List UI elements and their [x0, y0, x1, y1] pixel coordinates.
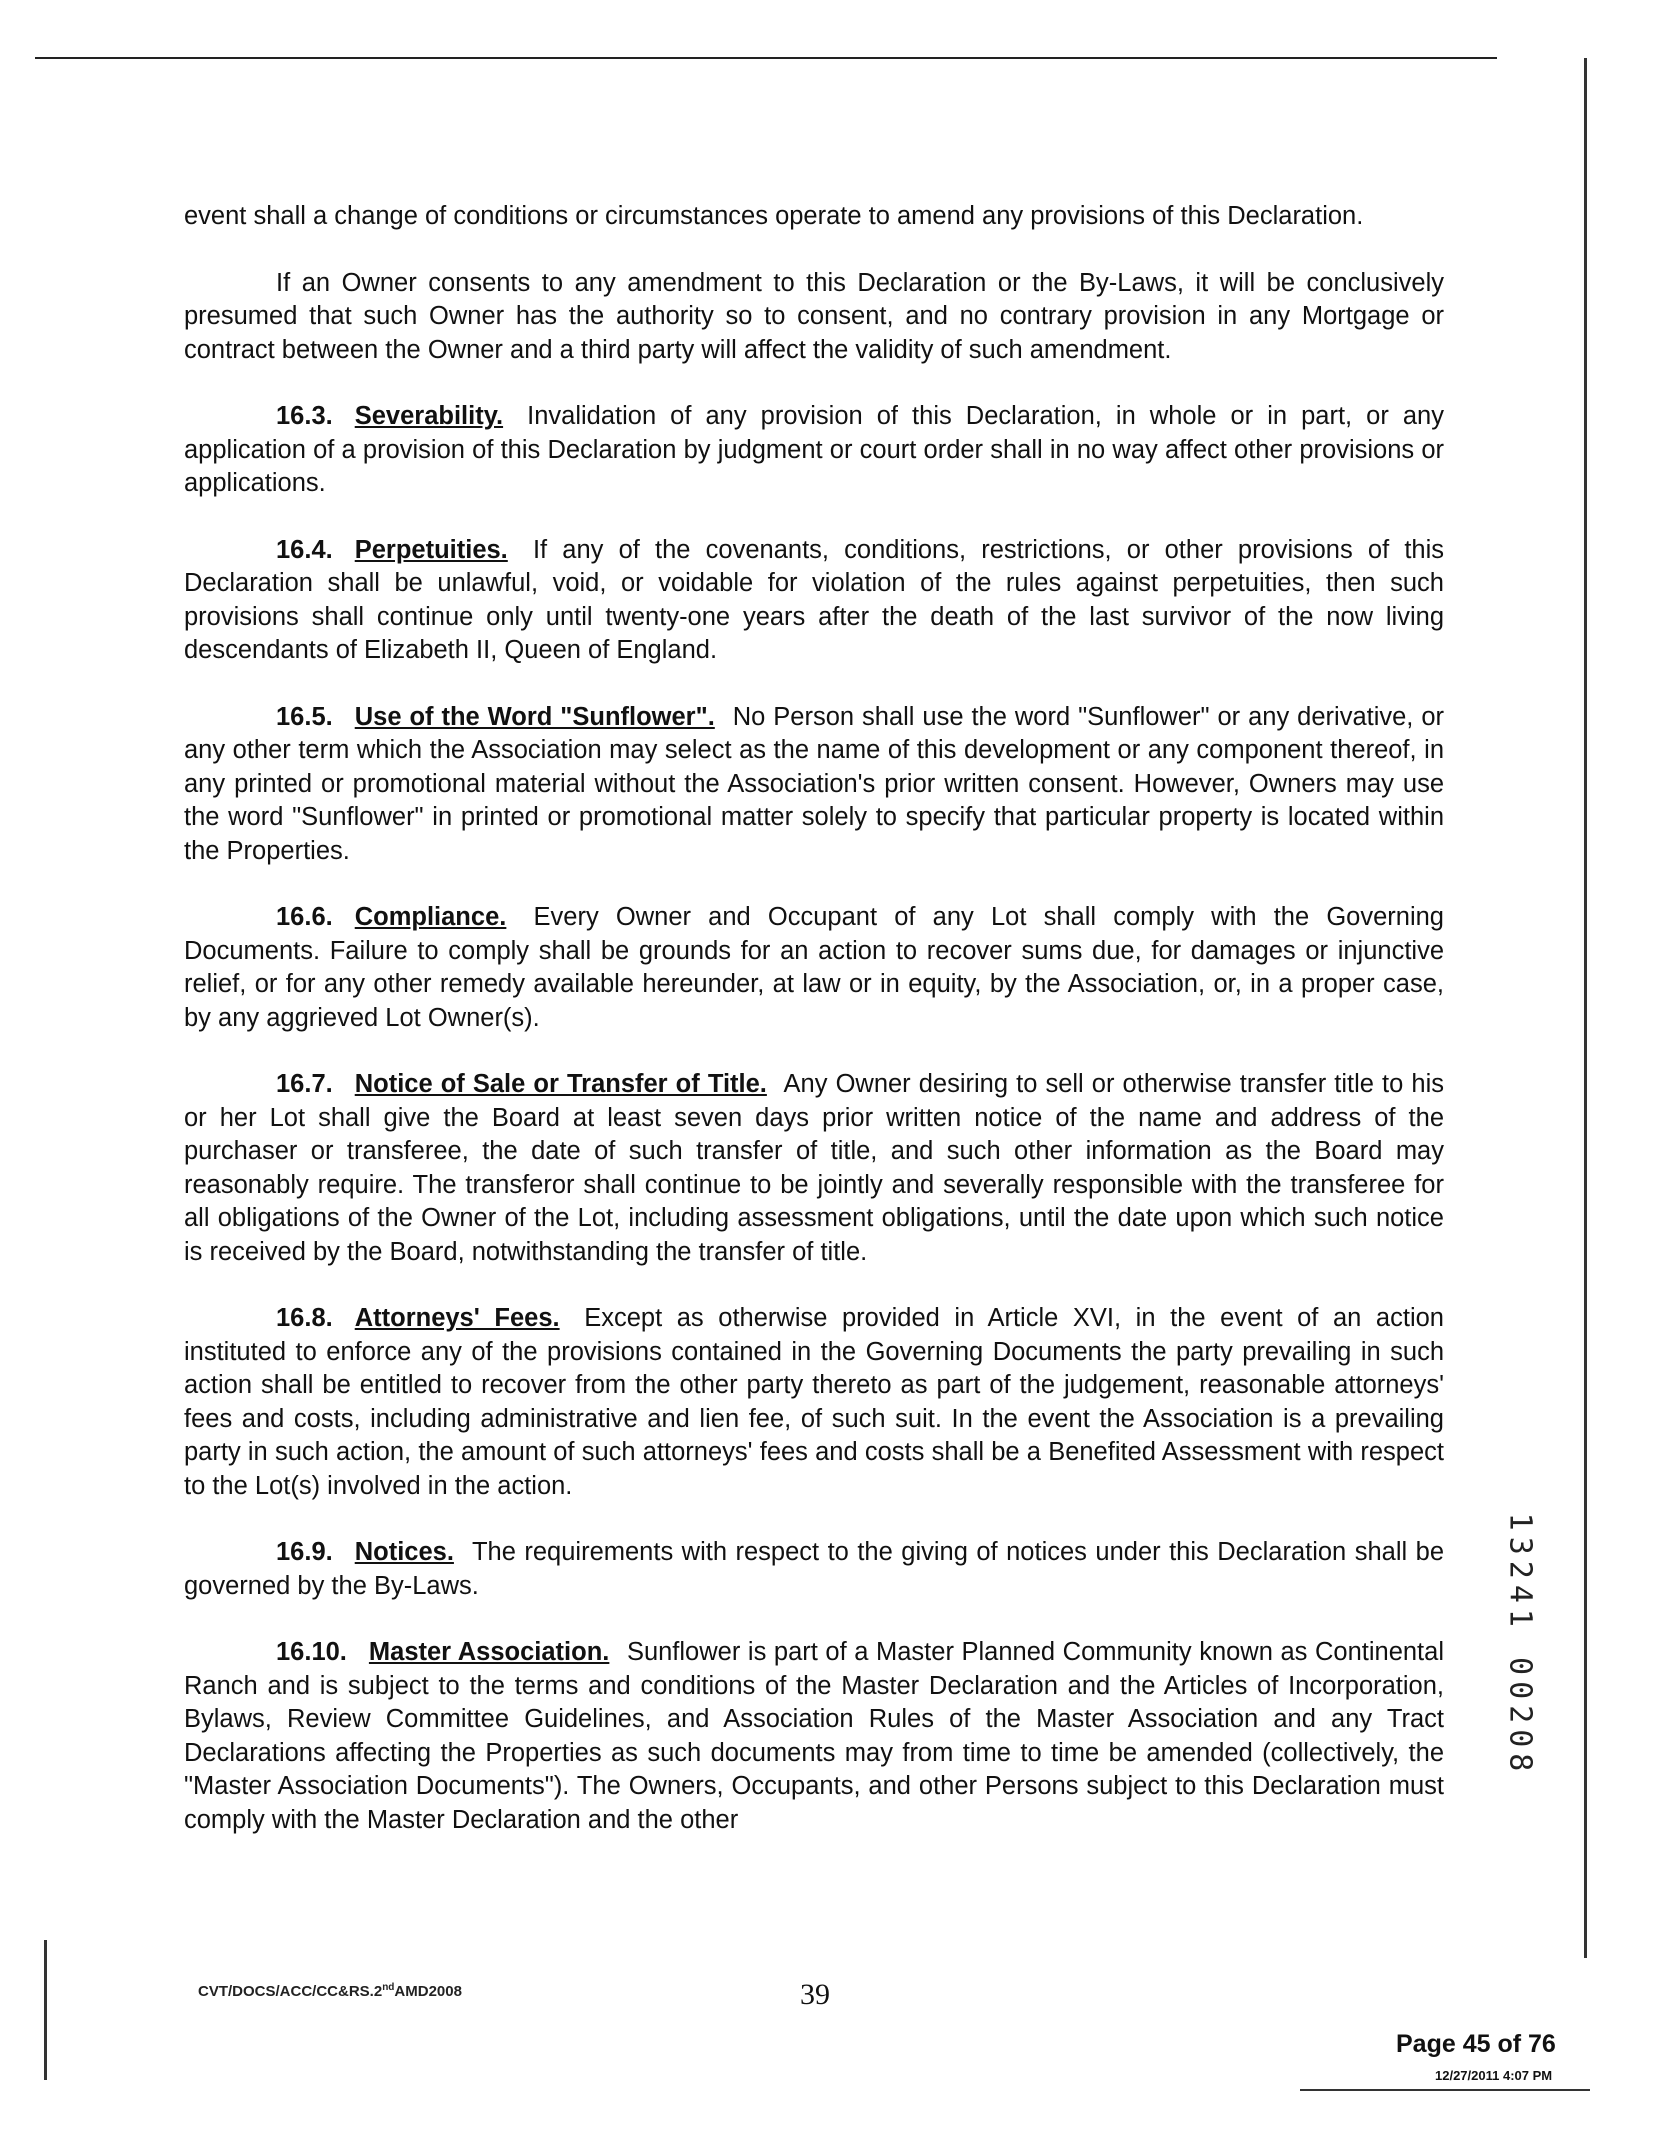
paragraph-continuation	[184, 200, 1444, 234]
section-number: 16.10.	[276, 1638, 347, 1666]
recording-number: 13241 00208	[1502, 1512, 1538, 1778]
section-number: 16.5.	[276, 702, 333, 731]
section-16-7	[184, 1068, 1444, 1269]
section-text: Sunflower is part of a Master Planned Community known as Continental Ranch and is subject to the terms and conditions of the Master Declaration and the Articles of Incorporation, Bylaws, Review Committee Guidelines, and Association Rules of the Master Association and any Tract Declarations affecting the Properties as such documents may from time to time be amended (collectively, the "Master Association Documents"). The Owners, Occupants, and other Persons subject to this Declaration must comply with the Master Declaration and the other	[184, 1638, 1444, 1834]
paragraph-text: If an Owner consents to any amendment to this Declaration or the By-Laws, it will be conclusively presumed that such Owner has the authority so to consent, and no contrary provision in any Mortgage or contract between the Owner and a third party will affect the validity of such amendment.	[184, 268, 1444, 364]
section-text: If any of the covenants, conditions, restrictions, or other provisions of this Declaration shall be unlawful, void, or voidable for violation of the rules against perpetuities, then such provisions shall continue only until twenty-one years after the death of the last survivor of the now living descendants of Elizabeth II, Queen of England.	[184, 535, 1445, 664]
section-heading: Notice of Sale or Transfer of Title.	[354, 1070, 767, 1098]
section-16-4	[184, 534, 1444, 668]
section-text: No Person shall use the word "Sunflower" or any derivative, or any other term which the Association may select as the name of this development or any component thereof, in any printed or promotional material without the Association's prior written consent. However, Owners may use the word "Sunflower" in printed or promotional matter solely to specify that particular property is located within the Properties.	[184, 702, 1445, 865]
section-16-9	[184, 1536, 1444, 1603]
section-16-6	[184, 901, 1444, 1035]
section-heading: Perpetuities.	[354, 535, 508, 564]
section-text: Any Owner desiring to sell or otherwise transfer title to his or her Lot shall give the Board at least seven days prior written notice of the name and address of the purchaser or transferee, the date of such transfer of title, and such other information as the Board may reasonably require. The transferor shall continue to be jointly and severally responsible with the transferee for all obligations of the Owner of the Lot, including assessment obligations, until the date upon which such notice is received by the Board, notwithstanding the transfer of title.	[184, 1070, 1444, 1266]
section-heading: Use of the Word "Sunflower".	[354, 702, 715, 731]
section-heading: Compliance.	[354, 903, 507, 931]
print-timestamp: 12/27/2011 4:07 PM	[1435, 2068, 1553, 2083]
recording-stamp	[1500, 1512, 1540, 1778]
page-count: Page 45 of 76	[1396, 2030, 1556, 2058]
footer-document-path	[198, 1982, 462, 2000]
paragraph-text: event shall a change of conditions or circumstances operate to amend any provisions of this Declaration.	[184, 202, 1364, 230]
paragraph-owner-consent	[184, 267, 1444, 368]
page-number: 39	[800, 1978, 830, 2011]
section-heading: Attorneys' Fees.	[354, 1304, 560, 1332]
bottom-rule	[1300, 2089, 1590, 2091]
section-16-10	[184, 1636, 1444, 1837]
footer-path-superscript: nd	[382, 1982, 395, 1993]
section-heading: Notices.	[354, 1538, 454, 1566]
section-number: 16.7.	[276, 1070, 333, 1098]
section-heading: Severability.	[354, 402, 504, 430]
section-16-8	[184, 1302, 1444, 1503]
section-16-5	[184, 701, 1444, 869]
document-body	[184, 200, 1444, 1870]
footer-path-prefix: CVT/DOCS/ACC/CC&RS.2	[198, 1983, 383, 2000]
section-number: 16.4.	[276, 535, 333, 564]
section-text: Invalidation of any provision of this Declaration, in whole or in part, or any application of a provision of this Declaration by judgment or court order shall in no way affect other provisions or applications.	[184, 402, 1444, 497]
section-text: The requirements with respect to the giving of notices under this Declaration shall be governed by the By-Laws.	[184, 1538, 1445, 1600]
section-text: Except as otherwise provided in Article XVI, in the event of an action instituted to enforce any of the provisions contained in the Governing Documents the party prevailing in such action shall be entitled to recover from the other party thereto as part of the judgement, reasonable attorneys' fees and costs, including administrative and lien fee, of such suit. In the event the Association is a prevailing party in such action, the amount of such attorneys' fees and costs shall be a Benefited Assessment with respect to the Lot(s) involved in the action.	[184, 1304, 1444, 1500]
section-text: Every Owner and Occupant of any Lot shall comply with the Governing Documents. Failure to comply shall be grounds for an action to recover sums due, for damages or injunctive relief, or for any other remedy available hereunder, at law or in equity, by the Association, or, in a proper case, by any aggrieved Lot Owner(s).	[184, 903, 1444, 1032]
section-16-3	[184, 400, 1444, 501]
right-margin-rule	[1584, 58, 1587, 1958]
section-number: 16.8.	[276, 1304, 333, 1332]
section-heading: Master Association.	[368, 1638, 610, 1666]
section-number: 16.6.	[276, 903, 333, 931]
section-number: 16.9.	[276, 1538, 333, 1566]
top-rule	[35, 57, 1497, 59]
footer-path-suffix: AMD2008	[394, 1983, 462, 2000]
section-number: 16.3.	[276, 402, 333, 430]
left-margin-mark	[44, 1940, 47, 2080]
